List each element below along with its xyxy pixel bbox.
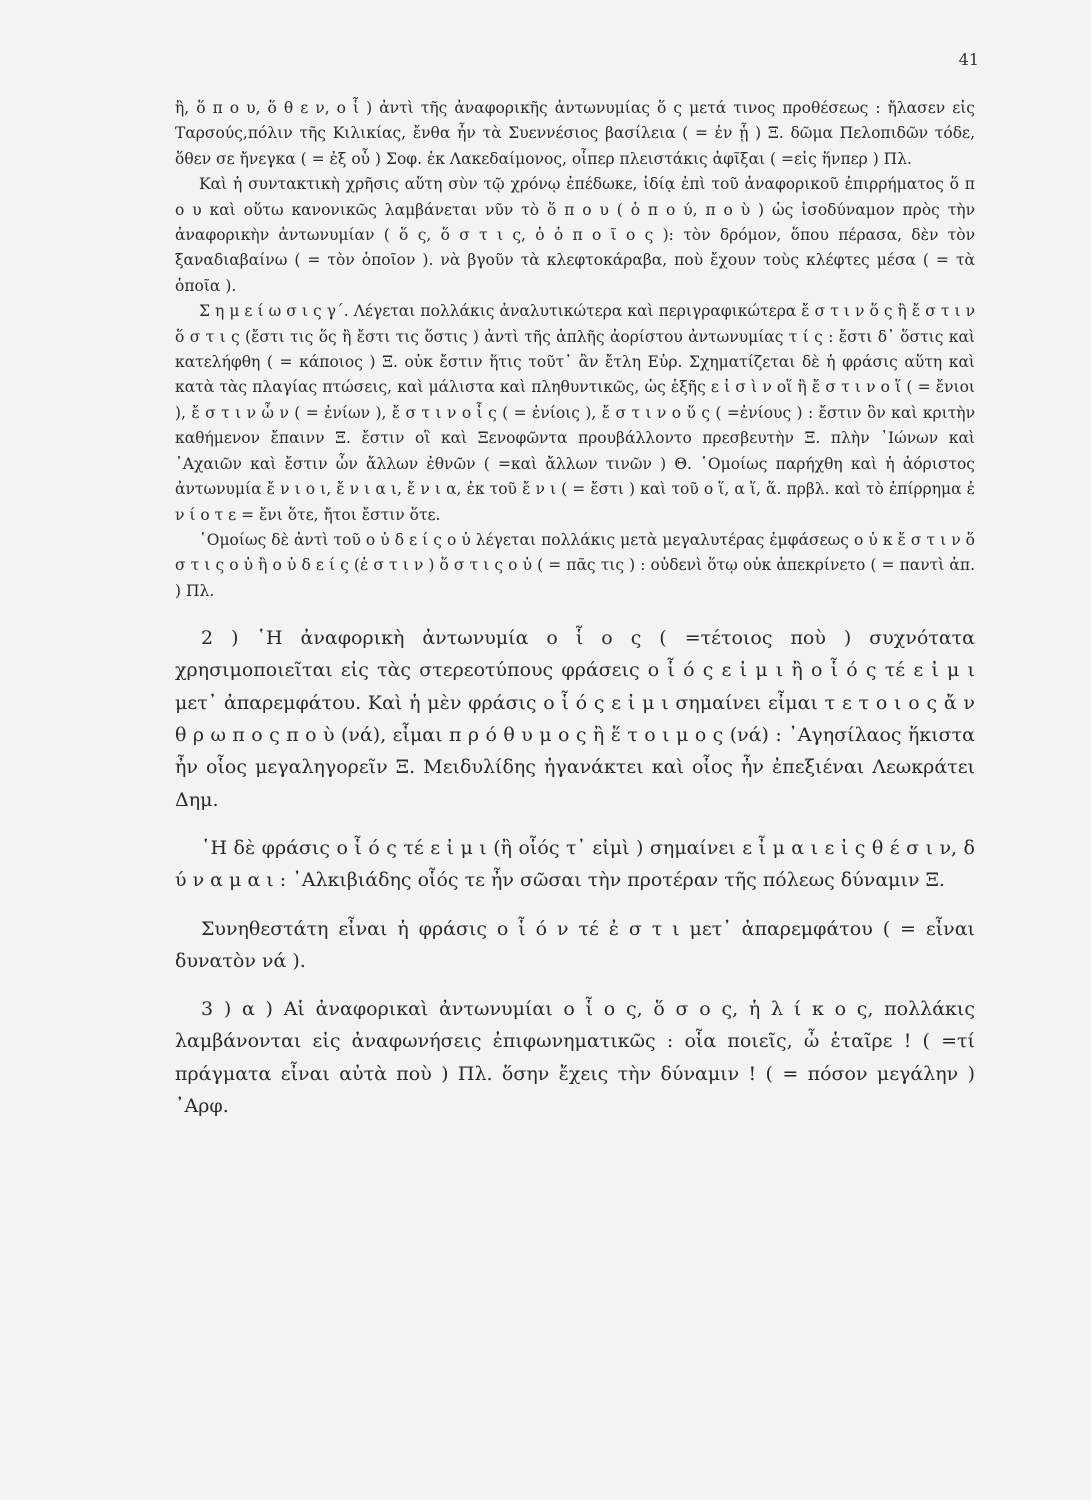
paragraph: 2 ) ῾Η ἀναφορικὴ ἀντωνυμία ο ἷ ο ς ( =τέτοιος ποὺ ) συχνότατα χρησιμοποιεῖται εἰς τὰς στερεοτύπους φράσεις ο ἷ ό ς ε ἰ μ ι ἢ ο ἷ ό ς τέ ε ἰ μ ι μετ᾽ ἀπαρεμφάτου. Καὶ ἡ μὲν φράσις ο ἷ ό ς ε ἰ μ ι σημαίνει εἶμαι τ ε τ ο ι ο ς ἄ ν θ ρ ω π ο ς π ο ὺ (νά), εἶμαι π ρ ό θ υ μ ο ς ἢ ἕ τ ο ι μ ο ς (νά) : ᾿Αγησίλαος ἥκιστα ἦν οἷος μεγαληγορεῖν Ξ. Μειδυλίδης ἠγανάκτει καὶ οἷος ἦν ἐπεξιέναι Λεωκράτει Δημ. [175,627,975,811]
page-text [175,96,975,1138]
paragraph: ἢ, ὅ π ο υ, ὅ θ ε ν, ο ἷ ) ἀντὶ τῆς ἀναφορικῆς ἀντωνυμίας ὅ ς μετά τινος προθέσεως : ἤλασεν εἰς Ταρσούς,πόλιν τῆς Κιλικίας, ἔνθα ἦν τὰ Συεννέσιος βασίλεια ( = ἐν ᾗ ) Ξ. δῶμα Πελοπιδῶν τόδε, ὅθεν σε ἤνεγκα ( = ἐξ οὗ ) Σοφ. ἐκ Λακεδαίμονος, οἷπερ πλειστάκις ἀφῖξαι ( =εἰς ἥνπερ ) Πλ. [175,99,975,168]
paragraph: Συνηθεστάτη εἶναι ἡ φράσις ο ἷ ό ν τέ ἐ σ τ ι μετ᾽ ἀπαρεμφάτου ( = εἶναι δυνατὸν νά ). [175,917,975,972]
note-paragraph: Σ η μ ε ί ω σ ι ς γ΄. Λέγεται πολλάκις ἀναλυτικώτερα καὶ περιγραφικώτερα ἔ σ τ ι ν ὅ ς ἢ ἔ σ τ ι ν ὅ σ τ ι ς (ἔστι τις ὅς ἢ ἔστι τις ὅστις ) ἀντὶ τῆς ἁπλῆς ἀορίστου ἀντωνυμίας τ ί ς : ἔστι δ᾽ ὅστις καὶ κατελήφθη ( = κάποιος ) Ξ. οὐκ ἔστιν ἥτις τοῦτ᾽ ἂν ἔτλη Εὐρ. Σχηματίζεται δὲ ἡ φράσις αὕτη καὶ κατὰ τὰς πλαγίας πτώσεις, καὶ μάλιστα καὶ πληθυντικῶς, ὡς ἑξῆς ε ἰ σ ὶ ν οἵ ἢ ἔ σ τ ι ν ο ἵ ( = ἔνιοι ), ἔ σ τ ι ν ὧ ν ( = ἐνίων ), ἔ σ τ ι ν ο ἷ ς ( = ἐνίοις ), ἔ σ τ ι ν ο ὕ ς ( =ἐνίους ) : ἔστιν ὃν καὶ κριτὴν καθήμενον ἔπαινν Ξ. ἔστιν οἳ καὶ Ξενοφῶντα προυβάλλοντο πρεσβευτὴν Ξ. πλὴν ᾿Ιώνων καὶ ᾿Αχαιῶν καὶ ἔστιν ὧν ἄλλων ἐθνῶν ( =καὶ ἄλλων τινῶν ) Θ. ῾Ομοίως παρήχθη καὶ ἡ ἀόριστος ἀντωνυμία ἔ ν ι ο ι, ἔ ν ι α ι, ἔ ν ι α, ἐκ τοῦ ἔ ν ι ( = ἔστι ) καὶ τοῦ ο ἵ, α ἵ, ἅ. πρβλ. καὶ τὸ ἐπίρρημα ἐ ν ί ο τ ε = ἔνι ὅτε, ἤτοι ἔστιν ὅτε. [175,302,975,524]
paragraph: Καὶ ἡ συντακτικὴ χρῆσις αὕτη σὺν τῷ χρόνῳ ἐπέδωκε, ἰδίᾳ ἐπὶ τοῦ ἀναφορικοῦ ἐπιρρήματος ὅ π ο υ καὶ οὕτω κανονικῶς λαμβάνεται νῦν τὸ ὅ π ο υ ( ὁ π ο ύ, π ο ὺ ) ὡς ἰσοδύναμον πρὸς τὴν ἀναφορικὴν ἀντωνυμίαν ( ὅ ς, ὅ σ τ ι ς, ὁ ὁ π ο ῖ ο ς ): τὸν δρόμον, ὅπου πέρασα, δὲν τὸν ξαναδιαβαίνω ( = τὸν ὁποῖον ). νὰ βγοῦν τὰ κλεφτοκάραβα, ποὺ ἔχουν τοὺς κλέφτες μέσα ( = τὰ ὁποῖα ). [175,175,975,295]
paragraph: ῾Ομοίως δὲ ἀντὶ τοῦ ο ὐ δ ε ί ς ο ὐ λέγεται πολλάκις μετὰ μεγαλυτέρας ἐμφάσεως ο ὐ κ ἔ σ τ ι ν ὅ σ τ ι ς ο ὐ ἢ ο ὐ δ ε ί ς (ἐ σ τ ι ν ) ὅ σ τ ι ς ο ὐ ( = πᾶς τις ) : οὐδενὶ ὅτῳ οὐκ ἀπεκρίνετο ( = παντὶ ἀπ. ) Πλ. [175,530,975,600]
small-print-section [175,96,975,604]
large-print-section [175,622,975,1122]
paragraph: ῾Η δὲ φράσις ο ἷ ό ς τέ ε ἰ μ ι (ἢ οἷός τ᾽ εἰμὶ ) σημαίνει ε ἶ μ α ι ε ἰ ς θ έ σ ι ν, δ ύ ν α μ α ι : ᾿Αλκιβιάδης οἷός τε ἦν σῶσαι τὴν προτέραν τῆς πόλεως δύναμιν Ξ. [175,836,975,892]
page-number: 41 [958,50,979,69]
paragraph: 3 ) α ) Αἱ ἀναφορικαὶ ἀντωνυμίαι ο ἷ ο ς, ὅ σ ο ς, ἡ λ ί κ ο ς, πολλάκις λαμβάνονται εἰς ἀναφωνήσεις ἐπιφωνηματικῶς : οἷα ποιεῖς, ὦ ἑταῖρε ! ( =τί πράγματα εἶναι αὐτὰ ποὺ ) Πλ. ὅσην ἔχεις τὴν δύναμιν ! ( = πόσον μεγάλην ) ᾿Αρφ. [175,998,975,1117]
